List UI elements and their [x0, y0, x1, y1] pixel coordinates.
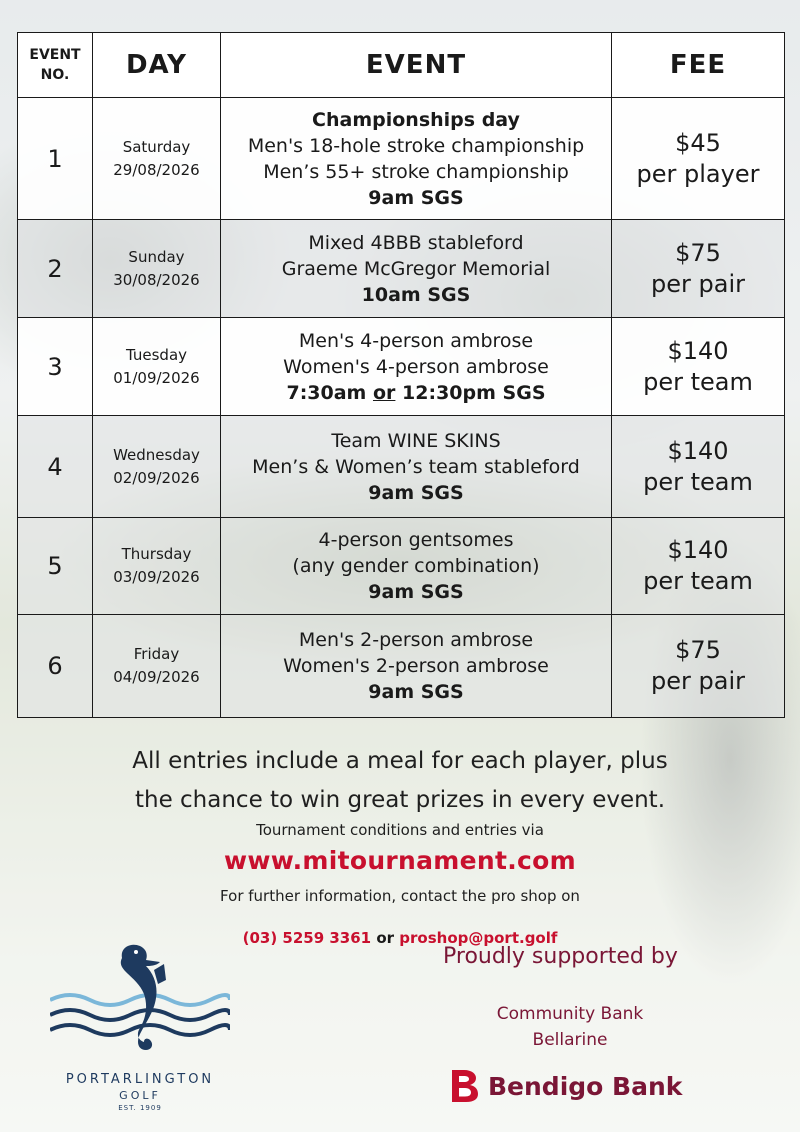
table-row [18, 220, 785, 318]
event-day: Saturday 29/08/2026 [93, 98, 221, 220]
event-number: 2 [18, 220, 93, 318]
bendigo-bank-name: Bendigo Bank [488, 1071, 683, 1101]
event-description: Mixed 4BBB stableford Graeme McGregor Memorial 10am SGS [221, 220, 612, 318]
event-description: Championships day Men's 18-hole stroke championship Men’s 55+ stroke championship 9am SGS [221, 98, 612, 220]
event-title: Championships day [312, 108, 520, 131]
meal-statement: All entries include a meal for each player, plus the chance to win great prizes in every event. [132, 748, 668, 813]
header-day: DAY [93, 33, 221, 98]
bendigo-b-icon [450, 1068, 480, 1104]
event-fee: $140 per team [612, 318, 785, 416]
header-event-no: EVENT NO. [18, 33, 93, 98]
contact-intro: For further information, contact the pro shop on [220, 887, 580, 905]
logo-golf: GOLF [119, 1089, 161, 1102]
logo-established: EST. 1909 [118, 1104, 162, 1112]
event-fee: $140 per team [612, 416, 785, 518]
table-row [18, 98, 785, 220]
events-table [17, 32, 785, 718]
event-number: 4 [18, 416, 93, 518]
event-fee: $75 per pair [612, 615, 785, 718]
phone-number[interactable]: (03) 5259 3361 [242, 929, 372, 947]
event-description: Men's 2-person ambrose Women's 2-person ambrose 9am SGS [221, 615, 612, 718]
event-day: Thursday 03/09/2026 [93, 518, 221, 615]
event-description: Men's 4-person ambrose Women's 4-person ambrose 7:30am or 12:30pm SGS [221, 318, 612, 416]
event-time: 10am SGS [361, 283, 471, 306]
event-number: 5 [18, 518, 93, 615]
event-number: 1 [18, 98, 93, 220]
event-day: Wednesday 02/09/2026 [93, 416, 221, 518]
event-fee: $45 per player [612, 98, 785, 220]
table-row [18, 615, 785, 718]
event-fee: $75 per pair [612, 220, 785, 318]
table-header-row [18, 33, 785, 98]
event-day: Sunday 30/08/2026 [93, 220, 221, 318]
contact-or: or [376, 929, 395, 947]
event-number: 6 [18, 615, 93, 718]
header-fee: FEE [612, 33, 785, 98]
table-row [18, 518, 785, 615]
conditions-text: Tournament conditions and entries via [256, 821, 544, 839]
community-bank-text: Community Bank Bellarine [496, 1004, 644, 1050]
event-time: 9am SGS [368, 681, 464, 703]
event-time: 9am SGS [368, 186, 464, 209]
event-day: Friday 04/09/2026 [93, 615, 221, 718]
event-fee: $140 per team [612, 518, 785, 615]
table-row [18, 318, 785, 416]
logo-club-name: PORTARLINGTON [65, 1072, 215, 1087]
table-row [18, 416, 785, 518]
event-description: Team WINE SKINS Men’s & Women’s team stableford 9am SGS [221, 416, 612, 518]
event-time: 7:30am or 12:30pm SGS [286, 381, 546, 404]
event-time: 9am SGS [368, 581, 464, 603]
tournament-link[interactable]: www.mitournament.com [223, 846, 577, 875]
bendigo-bank-logo [450, 1068, 682, 1104]
event-number: 3 [18, 318, 93, 416]
seahorse-icon [50, 940, 230, 1070]
header-event: EVENT [221, 33, 612, 98]
supported-by-heading: Proudly supported by [443, 944, 678, 969]
event-day: Tuesday 01/09/2026 [93, 318, 221, 416]
email-link[interactable]: proshop@port.golf [399, 929, 558, 947]
event-description: 4-person gentsomes (any gender combination) 9am SGS [221, 518, 612, 615]
event-time: 9am SGS [368, 481, 464, 504]
